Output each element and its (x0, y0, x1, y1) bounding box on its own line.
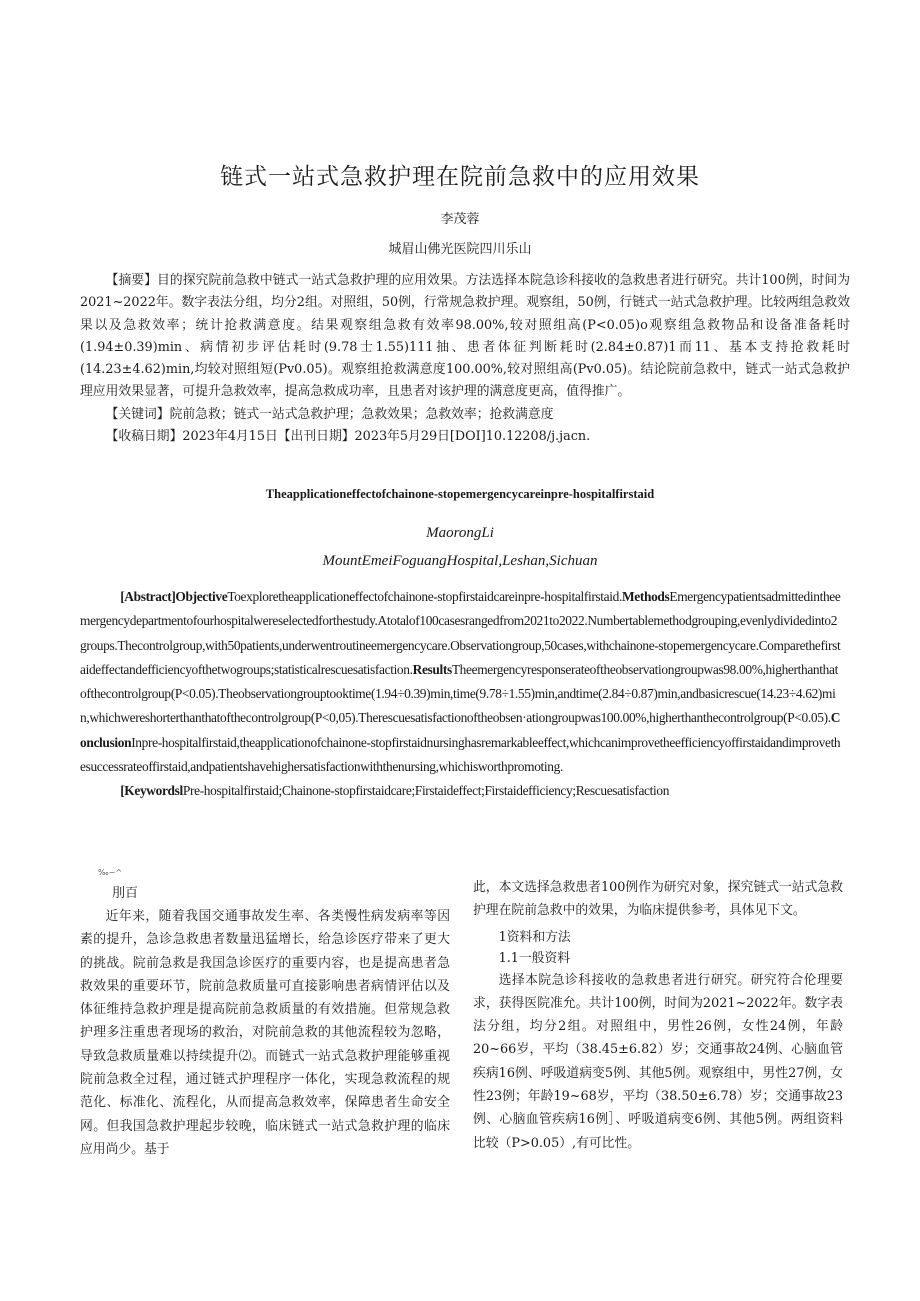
keywords-paragraph: 【关键词】院前急救；链式一站式急救护理；急救效果；急救效率；抢救满意度 (105, 406, 554, 422)
keywords-label: [Keywordsl (120, 783, 183, 799)
left-column (80, 905, 450, 1161)
section-heading: 1资料和方法 (498, 929, 571, 945)
subsection-heading: 1.1一般资料 (498, 950, 571, 966)
english-abstract-paragraph (80, 585, 843, 779)
intro-continuation: 此，本文选择急救患者100例作为研究对象，探究链式一站式急救护理在院前急救中的效果，为临床提供参考，具体见下文。 (473, 880, 843, 919)
intro-paragraph: 近年来，随着我国交通事故发生率、各类慢性病发病率等因素的提升，急诊急救患者数量迅猛增长，给急诊医疗带来了更大的挑战。院前急救是我国急诊医疗的重要内容，也是提高患者急救效果的重要环节，院前急救质量可直接影响患者病情评估以及体征维持急救护理是提高院前急救质量的有效措施。但常规急救护理多注重患者现场的救治，对院前急救的其他流程较为忽略，导致急救质量难以持续提升⑵。而链式一站式急救护理能够重视院前急救全过程，通过链式护理程序一体化，实现急救流程的规范化、标准化、流程化，从而提高急救效率，保障患者生命安全网。但我国急救护理起步较晚，临床链式一站式急救护理的临床应用尚少。基于 (80, 909, 450, 1157)
english-keywords-paragraph (80, 779, 843, 803)
chinese-abstract (80, 270, 850, 448)
small-mark: ‰~^ (98, 868, 123, 877)
english-title: Theapplicationeffectofchainone-stopemergencycareinpre-hospitalfirstaid (265, 487, 655, 501)
conclusion-label: Conclusion (80, 710, 841, 750)
dates-paragraph: 【收稿日期】2023年4月15日【出刊日期】2023年5月29日[DOI]10.12208/j.jacn. (105, 429, 591, 445)
english-affiliation: MountEmeiFoguangHospital,Leshan,Sichuan (322, 553, 598, 569)
keywords-text: Pre-hospitalfirstaid;Chainone-stopfirstaidcare;Firstaideffect;Firstaidefficiency;Rescuesatisfaction (182, 783, 670, 799)
results-text: Theemergencyresponserateoftheobservationgroupwas98.00%,higherthanthatofthecontrolgroup(P<0.05).Theobservationgrouptooktime(1.94÷0.39)min,time(9.78÷1.55)min,andtime(2.84÷0.87)min,andbasicrescue(14.23÷4.62)min,whichwereshorterthanthatofthecontrolgroup(P<0,05).Therescuesatisfactionoftheobsen·ationgroupwas100.00%,higherthanthecontrolgroup(P<0.05). (80, 661, 838, 726)
general-data-paragraph: 选择本院急诊科接收的急救患者进行研究。研究符合伦理要求，获得医院准允。共计100例，时间为2021~2022年。数字表法分组，均分2组。对照组中，男性26例，女性24例，年龄20~66岁，平均（38.45±6.82）岁；交通事故24例、心脑血管疾病16例、呼吸道病变5例、其他5例。观察组中，男性27例，女性23例；年龄19~68岁，平均（38.50±6.78）岁；交通事故23例、心脑血管疾病16例］、呼吸道病变6例、其他5例。两组资料比较（P>0.05）,有可比性。 (473, 972, 843, 1151)
right-column (473, 876, 843, 1155)
methods-text: Emergencypatientsadmittedintheemergencydepartmentofourhospitalwereselectedforthestudy.Atotalof100casesrangedfrom2021to2022.Numbertablemethodgrouping,evenlydividedinto2groups.Thecontrolgroup,with50patients,underwentroutineemergencycare.Observationgroup,50cases,withchainone-stopemergencycare.Comparethefirstaideffectandefficiencyofthetwogroups;statisticalrescuesatisfaction. (80, 589, 841, 677)
english-abstract (80, 585, 843, 804)
abstract-paragraph: 【摘要】目的探究院前急救中链式一站式急救护理的应用效果。方法选择本院急诊科接收的急救患者进行研究。共计100例，时间为2021~2022年。数字表法分组，均分2组。对照组，50例，行常规急救护理。观察组，50例，行链式一站式急救护理。比较两组急救效果以及急救效率；统计抢救满意度。结果观察组急救有效率98.00%,较对照组高(P<0.05)o观察组急救物品和设备准备耗时(1.94±0.39)min、病情初步评估耗时(9.78士1.55)111抽、患者体征判断耗时(2.84±0.87)1而11、基本支持抢救耗时(14.23±4.62)min,均较对照组短(Pv0.05)。观察组抢救满意度100.00%,较对照组高(Pv0.05)。结论院前急救中，链式一站式急救护理应用效果显著，可提升急救效率，提高急救成功率，且患者对该护理的满意度更高，值得推广。 (80, 273, 850, 400)
preface-heading: 刖百 (112, 886, 139, 901)
author-name: 李茂蓉 (440, 212, 480, 227)
abstract-label: [Abstract]Objective (120, 589, 228, 604)
methods-label: Methods (621, 589, 670, 604)
objective-text: Toexploretheapplicationeffectofchainone-stopfirstaidcareinpre-hospitalfirstaid. (227, 589, 622, 604)
results-label: Results (412, 661, 452, 677)
conclusion-text: Inpre-hospitalfirstaid,theapplicationofchainone-stopfirstaidnursinghasremarkableeffect,whichcanimprovetheefficiencyoffirstaidandimprovethesuccessrateoffirstaid,andpatientshavehighersatisfactionwiththenursing,whichisworthpromoting. (80, 734, 841, 775)
english-author: MaorongLi (426, 525, 494, 541)
paper-title: 链式一站式急救护理在院前急救中的应用效果 (220, 164, 700, 190)
author-affiliation: 城眉山佛光医院四川乐山 (388, 242, 532, 257)
